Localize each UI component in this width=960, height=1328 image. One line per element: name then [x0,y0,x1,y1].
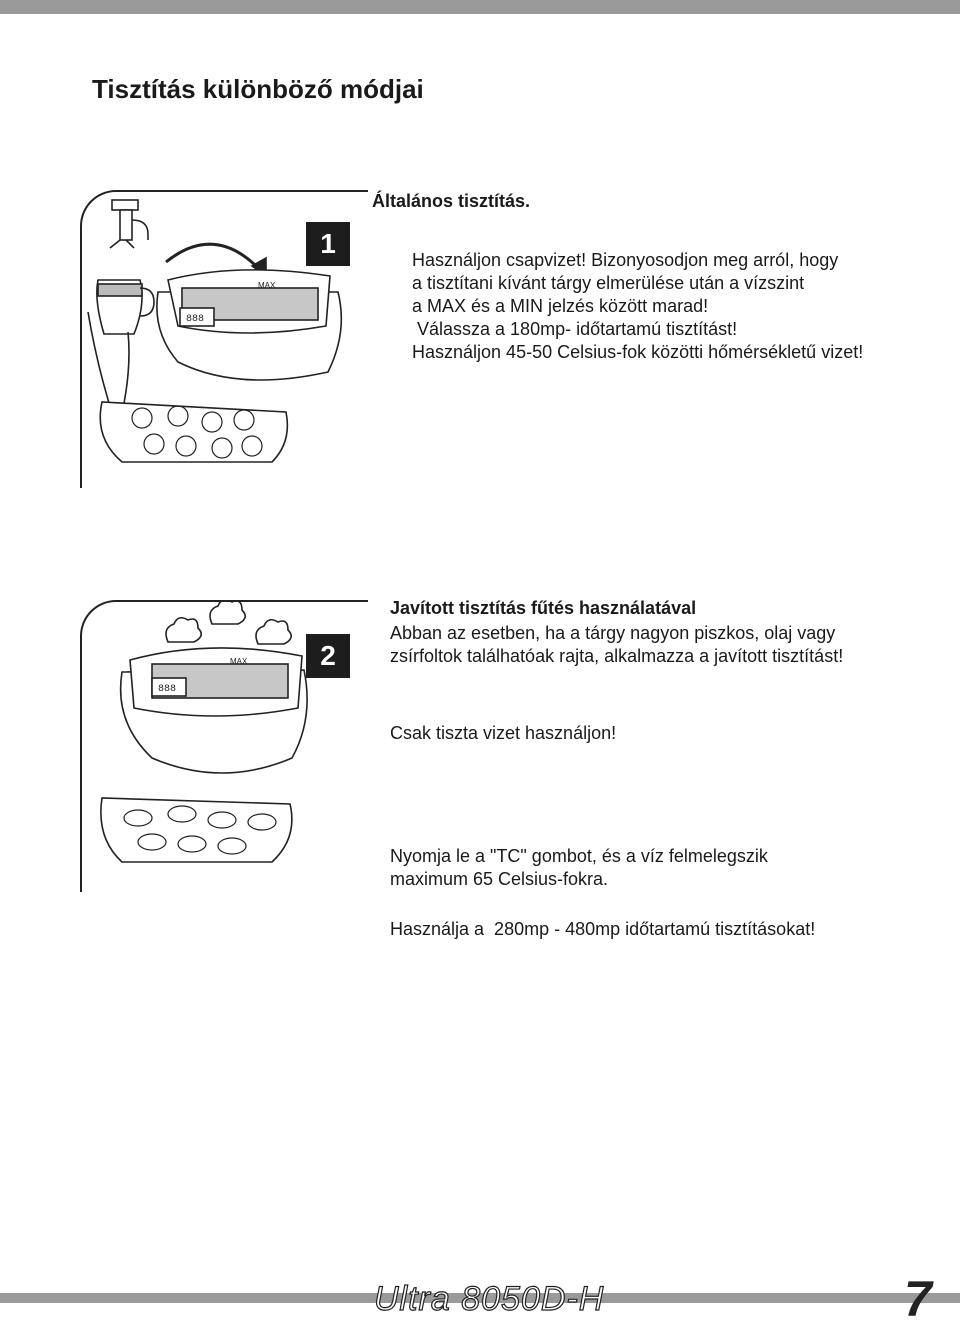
section1-line: Használjon csapvizet! Bizonyosodjon meg arról, hogy [412,250,839,270]
section1-line: a tisztítani kívánt tárgy elmerülése után a vízszint [412,273,805,293]
top-bar [0,0,960,14]
step-number-badge: 1 [306,222,350,266]
section2-line: Abban az esetben, ha a tárgy nagyon piszkos, olaj vagy [390,623,836,643]
section2-title: Javított tisztítás fűtés használatával [390,598,697,618]
section1-title: Általános tisztítás. [372,191,531,211]
svg-text:888: 888 [186,314,205,325]
section1-body [412,249,952,364]
section2-note-tc-button [390,845,950,891]
section2-note-duration: Használja a 280mp - 480mp időtartamú tisztításokat! [390,919,816,939]
step-number-badge: 2 [306,634,350,678]
footer-model-name: Ultra 8050D-H [374,1280,605,1318]
section2-note-clean-water: Csak tiszta vizet használjon! [390,723,617,743]
section1-line: Válassza a 180mp- időtartamú tisztítást! [412,319,738,339]
svg-text:888: 888 [158,684,177,695]
max-label: MAX [258,281,276,290]
section1-line: Használjon 45-50 Celsius-fok közötti hőmérsékletű vizet! [412,342,864,362]
max-label: MAX [230,657,248,666]
section2-note-line: Nyomja le a "TC" gombot, és a víz felmelegszik [390,846,768,866]
section1-line: a MAX és a MIN jelzés között marad! [412,296,709,316]
section2-note-line: maximum 65 Celsius-fokra. [390,869,609,889]
page-number: 7 [904,1271,932,1327]
section2-line: zsírfoltok találhatóak rajta, alkalmazza a javított tisztítást! [390,646,844,666]
section2-body [390,622,950,668]
page-title: Tisztítás különböző módjai [92,74,424,104]
